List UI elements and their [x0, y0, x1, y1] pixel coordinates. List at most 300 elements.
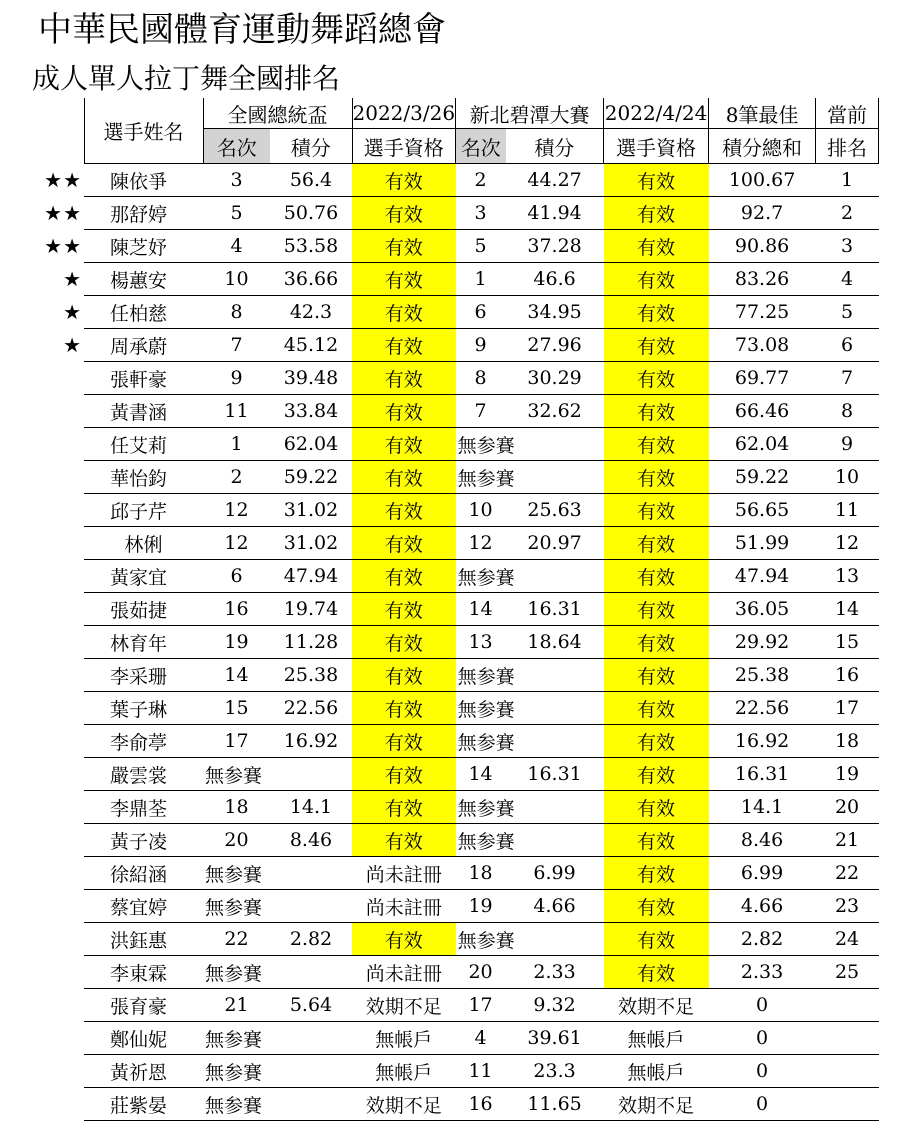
table-row — [33, 329, 879, 362]
event1-qualification: 有效 — [352, 428, 456, 461]
event1-rank: 8 — [203, 296, 270, 329]
best-total-points: 36.05 — [709, 593, 816, 626]
header-current: 當前 — [816, 98, 879, 129]
ranking-table — [33, 98, 879, 1121]
current-rank: 19 — [816, 758, 879, 791]
event2-rank: 2 — [456, 164, 506, 197]
current-rank: 6 — [816, 329, 879, 362]
star-rating: ★ — [63, 333, 82, 357]
table-row — [33, 989, 879, 1022]
best-total-points: 0 — [709, 1022, 816, 1055]
table-row — [33, 362, 879, 395]
event1-rank: 12 — [203, 494, 270, 527]
event1-qualification: 有效 — [352, 362, 456, 395]
event2-qualification: 有效 — [604, 758, 709, 791]
header-qual-1: 選手資格 — [352, 129, 456, 164]
event2-points: 23.3 — [506, 1055, 604, 1088]
header-event1-date: 2022/3/26 — [352, 98, 456, 129]
event2-points: 27.96 — [506, 329, 604, 362]
table-row — [33, 923, 879, 956]
current-rank: 11 — [816, 494, 879, 527]
star-rating — [33, 989, 84, 1022]
event1-rank: 10 — [203, 263, 270, 296]
event2-qualification: 有效 — [604, 164, 709, 197]
star-rating: ★ — [63, 300, 82, 324]
current-rank: 13 — [816, 560, 879, 593]
event1-points: 47.94 — [270, 560, 352, 593]
star-rating — [33, 560, 84, 593]
current-rank — [816, 1088, 879, 1121]
best-total-points: 6.99 — [709, 857, 816, 890]
current-rank: 17 — [816, 692, 879, 725]
event2-rank: 14 — [456, 593, 506, 626]
event1-rank: 2 — [203, 461, 270, 494]
header-points-1: 積分 — [270, 129, 352, 164]
page-subtitle: 成人單人拉丁舞全國排名 — [32, 62, 341, 95]
current-rank: 4 — [816, 263, 879, 296]
event2-rank: 20 — [456, 956, 506, 989]
event1-qualification: 無帳戶 — [352, 1055, 456, 1088]
event2-points: 46.6 — [506, 263, 604, 296]
header-name: 選手姓名 — [84, 98, 203, 164]
player-name: 鄭仙妮 — [84, 1022, 203, 1055]
player-name: 莊紫晏 — [84, 1088, 203, 1121]
player-name: 黃書涵 — [84, 395, 203, 428]
event1-qualification: 有效 — [352, 329, 456, 362]
event2-qualification: 有效 — [604, 857, 709, 890]
event1-rank: 9 — [203, 362, 270, 395]
player-name: 李鼎荃 — [84, 791, 203, 824]
event1-rank: 無参賽 — [203, 956, 352, 989]
current-rank: 18 — [816, 725, 879, 758]
event1-qualification: 有效 — [352, 725, 456, 758]
table-row — [33, 395, 879, 428]
event2-points: 18.64 — [506, 626, 604, 659]
event2-qualification: 效期不足 — [604, 1088, 709, 1121]
best-total-points: 29.92 — [709, 626, 816, 659]
current-rank — [816, 989, 879, 1022]
star-rating — [33, 626, 84, 659]
table-row — [33, 527, 879, 560]
star-rating — [33, 395, 84, 428]
event2-qualification: 有效 — [604, 494, 709, 527]
best-total-points: 62.04 — [709, 428, 816, 461]
player-name: 林育年 — [84, 626, 203, 659]
star-rating — [33, 824, 84, 857]
current-rank: 21 — [816, 824, 879, 857]
event2-points: 32.62 — [506, 395, 604, 428]
event2-rank: 12 — [456, 527, 506, 560]
player-name: 邱子芹 — [84, 494, 203, 527]
event2-qualification: 有效 — [604, 428, 709, 461]
event2-qualification: 有效 — [604, 824, 709, 857]
event2-points: 30.29 — [506, 362, 604, 395]
current-rank: 15 — [816, 626, 879, 659]
star-rating: ★★ — [44, 201, 82, 225]
table-row — [33, 593, 879, 626]
current-rank: 7 — [816, 362, 879, 395]
best-total-points: 16.92 — [709, 725, 816, 758]
event1-qualification: 有效 — [352, 692, 456, 725]
event2-rank: 16 — [456, 1088, 506, 1121]
player-name: 陳芝妤 — [84, 230, 203, 263]
header-total: 積分總和 — [709, 129, 816, 164]
event1-rank: 14 — [203, 659, 270, 692]
event2-qualification: 有效 — [604, 527, 709, 560]
event2-rank: 18 — [456, 857, 506, 890]
star-rating — [33, 494, 84, 527]
header-stars-spacer — [33, 98, 84, 164]
event1-qualification: 有效 — [352, 923, 456, 956]
event2-points: 6.99 — [506, 857, 604, 890]
event1-qualification: 有效 — [352, 395, 456, 428]
event1-points: 16.92 — [270, 725, 352, 758]
best-total-points: 16.31 — [709, 758, 816, 791]
event2-points: 39.61 — [506, 1022, 604, 1055]
event1-points: 50.76 — [270, 197, 352, 230]
player-name: 徐紹涵 — [84, 857, 203, 890]
table-row — [33, 197, 879, 230]
player-name: 黃家宜 — [84, 560, 203, 593]
player-name: 嚴雲裳 — [84, 758, 203, 791]
event2-points: 16.31 — [506, 593, 604, 626]
event1-qualification: 有效 — [352, 527, 456, 560]
event1-qualification: 效期不足 — [352, 1088, 456, 1121]
player-name: 黃子凌 — [84, 824, 203, 857]
star-rating — [33, 659, 84, 692]
best-total-points: 59.22 — [709, 461, 816, 494]
event2-rank: 10 — [456, 494, 506, 527]
star-rating — [33, 461, 84, 494]
header-rank-2: 名次 — [456, 129, 506, 164]
player-name: 洪鈺惠 — [84, 923, 203, 956]
event1-points: 53.58 — [270, 230, 352, 263]
star-rating — [33, 692, 84, 725]
best-total-points: 2.82 — [709, 923, 816, 956]
event2-rank: 13 — [456, 626, 506, 659]
current-rank: 14 — [816, 593, 879, 626]
event2-points: 41.94 — [506, 197, 604, 230]
star-rating — [33, 362, 84, 395]
event1-rank: 無参賽 — [203, 890, 352, 923]
page-title: 中華民國體育運動舞蹈總會 — [38, 10, 446, 50]
event1-points: 36.66 — [270, 263, 352, 296]
event2-rank: 無参賽 — [456, 824, 604, 857]
player-name: 張軒豪 — [84, 362, 203, 395]
player-name: 李東霖 — [84, 956, 203, 989]
event1-rank: 1 — [203, 428, 270, 461]
event1-rank: 16 — [203, 593, 270, 626]
event1-points: 31.02 — [270, 527, 352, 560]
event1-points: 31.02 — [270, 494, 352, 527]
player-name: 任艾莉 — [84, 428, 203, 461]
star-rating: ★★ — [44, 234, 82, 258]
player-name: 張育豪 — [84, 989, 203, 1022]
event1-points: 33.84 — [270, 395, 352, 428]
event2-qualification: 有效 — [604, 659, 709, 692]
event2-points: 11.65 — [506, 1088, 604, 1121]
player-name: 那舒婷 — [84, 197, 203, 230]
best-total-points: 4.66 — [709, 890, 816, 923]
player-name: 張茹捷 — [84, 593, 203, 626]
current-rank: 16 — [816, 659, 879, 692]
event2-points: 2.33 — [506, 956, 604, 989]
header-rank-1: 名次 — [203, 129, 270, 164]
table-row — [33, 230, 879, 263]
table-row — [33, 164, 879, 197]
player-name: 任柏慈 — [84, 296, 203, 329]
star-rating — [33, 1022, 84, 1055]
current-rank: 25 — [816, 956, 879, 989]
best-total-points: 0 — [709, 1088, 816, 1121]
event2-rank: 無参賽 — [456, 692, 604, 725]
event1-qualification: 有效 — [352, 626, 456, 659]
event1-qualification: 尚未註冊 — [352, 857, 456, 890]
event1-rank: 20 — [203, 824, 270, 857]
table-row — [33, 692, 879, 725]
current-rank — [816, 1055, 879, 1088]
event2-points: 4.66 — [506, 890, 604, 923]
event1-points: 25.38 — [270, 659, 352, 692]
event1-rank: 無参賽 — [203, 1088, 352, 1121]
star-rating — [33, 791, 84, 824]
event2-qualification: 有效 — [604, 626, 709, 659]
event1-qualification: 有效 — [352, 263, 456, 296]
event1-qualification: 有效 — [352, 164, 456, 197]
best-total-points: 2.33 — [709, 956, 816, 989]
event1-points: 59.22 — [270, 461, 352, 494]
event2-rank: 無参賽 — [456, 560, 604, 593]
event1-rank: 無参賽 — [203, 1022, 352, 1055]
event2-points: 34.95 — [506, 296, 604, 329]
star-rating — [33, 758, 84, 791]
event2-rank: 7 — [456, 395, 506, 428]
header-event1: 全國總統盃 — [203, 98, 352, 129]
event2-rank: 19 — [456, 890, 506, 923]
event2-rank: 無参賽 — [456, 791, 604, 824]
event1-rank: 4 — [203, 230, 270, 263]
event2-points: 25.63 — [506, 494, 604, 527]
event2-qualification: 有效 — [604, 395, 709, 428]
table-row — [33, 560, 879, 593]
player-name: 楊蕙安 — [84, 263, 203, 296]
event1-rank: 11 — [203, 395, 270, 428]
event2-rank: 無参賽 — [456, 659, 604, 692]
event1-qualification: 有效 — [352, 461, 456, 494]
best-total-points: 8.46 — [709, 824, 816, 857]
player-name: 華怡鈞 — [84, 461, 203, 494]
event1-qualification: 有效 — [352, 758, 456, 791]
header-event2-date: 2022/4/24 — [604, 98, 709, 129]
best-total-points: 66.46 — [709, 395, 816, 428]
event2-qualification: 有效 — [604, 560, 709, 593]
event1-qualification: 無帳戶 — [352, 1022, 456, 1055]
table-row — [33, 263, 879, 296]
current-rank: 5 — [816, 296, 879, 329]
header-qual-2: 選手資格 — [604, 129, 709, 164]
event1-rank: 5 — [203, 197, 270, 230]
current-rank — [816, 1022, 879, 1055]
event2-qualification: 有效 — [604, 923, 709, 956]
event2-rank: 無参賽 — [456, 461, 604, 494]
event1-points: 19.74 — [270, 593, 352, 626]
event1-rank: 19 — [203, 626, 270, 659]
event2-rank: 8 — [456, 362, 506, 395]
star-rating: ★ — [63, 267, 82, 291]
table-row — [33, 626, 879, 659]
event1-qualification: 有效 — [352, 494, 456, 527]
table-row — [33, 791, 879, 824]
event1-qualification: 有效 — [352, 197, 456, 230]
event2-rank: 無参賽 — [456, 725, 604, 758]
event1-points: 56.4 — [270, 164, 352, 197]
star-rating — [33, 593, 84, 626]
current-rank: 9 — [816, 428, 879, 461]
event1-qualification: 有效 — [352, 230, 456, 263]
table-row — [33, 1022, 879, 1055]
event2-qualification: 有效 — [604, 230, 709, 263]
event2-qualification: 有效 — [604, 890, 709, 923]
star-rating — [33, 1088, 84, 1121]
table-row — [33, 494, 879, 527]
event2-qualification: 有效 — [604, 791, 709, 824]
event2-rank: 11 — [456, 1055, 506, 1088]
best-total-points: 83.26 — [709, 263, 816, 296]
table-row — [33, 890, 879, 923]
table-row — [33, 956, 879, 989]
event1-qualification: 尚未註冊 — [352, 890, 456, 923]
event1-rank: 22 — [203, 923, 270, 956]
star-rating — [33, 1055, 84, 1088]
current-rank: 8 — [816, 395, 879, 428]
event2-rank: 3 — [456, 197, 506, 230]
event2-qualification: 效期不足 — [604, 989, 709, 1022]
event1-rank: 12 — [203, 527, 270, 560]
event2-rank: 6 — [456, 296, 506, 329]
event1-qualification: 效期不足 — [352, 989, 456, 1022]
best-total-points: 56.65 — [709, 494, 816, 527]
event1-rank: 無参賽 — [203, 1055, 352, 1088]
player-name: 周承蔚 — [84, 329, 203, 362]
event2-points: 37.28 — [506, 230, 604, 263]
event2-qualification: 有效 — [604, 593, 709, 626]
event2-qualification: 有效 — [604, 692, 709, 725]
current-rank: 1 — [816, 164, 879, 197]
event2-qualification: 有效 — [604, 956, 709, 989]
header-points-2: 積分 — [506, 129, 604, 164]
best-total-points: 69.77 — [709, 362, 816, 395]
star-rating — [33, 923, 84, 956]
star-rating — [33, 527, 84, 560]
event2-qualification: 無帳戶 — [604, 1022, 709, 1055]
current-rank: 23 — [816, 890, 879, 923]
best-total-points: 25.38 — [709, 659, 816, 692]
event2-qualification: 有效 — [604, 296, 709, 329]
player-name: 林俐 — [84, 527, 203, 560]
best-total-points: 90.86 — [709, 230, 816, 263]
event2-points: 44.27 — [506, 164, 604, 197]
star-rating: ★★ — [44, 168, 82, 192]
table-row — [33, 824, 879, 857]
event1-points: 8.46 — [270, 824, 352, 857]
event1-points: 2.82 — [270, 923, 352, 956]
player-name: 陳依爭 — [84, 164, 203, 197]
event2-points: 9.32 — [506, 989, 604, 1022]
event1-qualification: 有效 — [352, 791, 456, 824]
table-row — [33, 758, 879, 791]
current-rank: 22 — [816, 857, 879, 890]
table-row — [33, 1055, 879, 1088]
header-row-1 — [33, 98, 879, 129]
event2-qualification: 有效 — [604, 362, 709, 395]
table-row — [33, 725, 879, 758]
event2-qualification: 有效 — [604, 263, 709, 296]
best-total-points: 77.25 — [709, 296, 816, 329]
table-row — [33, 659, 879, 692]
event1-points: 11.28 — [270, 626, 352, 659]
event2-rank: 1 — [456, 263, 506, 296]
current-rank: 12 — [816, 527, 879, 560]
event2-qualification: 有效 — [604, 197, 709, 230]
event1-rank: 7 — [203, 329, 270, 362]
ranking-table-body — [33, 164, 879, 1121]
event1-qualification: 有效 — [352, 560, 456, 593]
event1-points: 22.56 — [270, 692, 352, 725]
current-rank: 10 — [816, 461, 879, 494]
player-name: 葉子琳 — [84, 692, 203, 725]
table-row — [33, 461, 879, 494]
table-row — [33, 296, 879, 329]
event1-qualification: 有效 — [352, 593, 456, 626]
event2-rank: 17 — [456, 989, 506, 1022]
event1-rank: 15 — [203, 692, 270, 725]
player-name: 李俞葶 — [84, 725, 203, 758]
event1-rank: 18 — [203, 791, 270, 824]
event2-qualification: 有效 — [604, 725, 709, 758]
event2-rank: 5 — [456, 230, 506, 263]
event1-qualification: 有效 — [352, 824, 456, 857]
star-rating — [33, 890, 84, 923]
event1-qualification: 有效 — [352, 296, 456, 329]
table-row — [33, 857, 879, 890]
event1-points: 39.48 — [270, 362, 352, 395]
best-total-points: 0 — [709, 1055, 816, 1088]
event2-points: 16.31 — [506, 758, 604, 791]
star-rating — [33, 857, 84, 890]
event2-qualification: 有效 — [604, 461, 709, 494]
event1-points: 45.12 — [270, 329, 352, 362]
event2-qualification: 有效 — [604, 329, 709, 362]
current-rank: 20 — [816, 791, 879, 824]
best-total-points: 14.1 — [709, 791, 816, 824]
best-total-points: 0 — [709, 989, 816, 1022]
best-total-points: 51.99 — [709, 527, 816, 560]
event1-rank: 無参賽 — [203, 758, 352, 791]
header-event2: 新北碧潭大賽 — [456, 98, 604, 129]
header-best: 8筆最佳 — [709, 98, 816, 129]
best-total-points: 100.67 — [709, 164, 816, 197]
event1-rank: 6 — [203, 560, 270, 593]
event2-rank: 無参賽 — [456, 428, 604, 461]
event1-rank: 無参賽 — [203, 857, 352, 890]
player-name: 蔡宜婷 — [84, 890, 203, 923]
table-row — [33, 1088, 879, 1121]
current-rank: 3 — [816, 230, 879, 263]
event2-qualification: 無帳戶 — [604, 1055, 709, 1088]
event1-rank: 17 — [203, 725, 270, 758]
star-rating — [33, 725, 84, 758]
best-total-points: 47.94 — [709, 560, 816, 593]
